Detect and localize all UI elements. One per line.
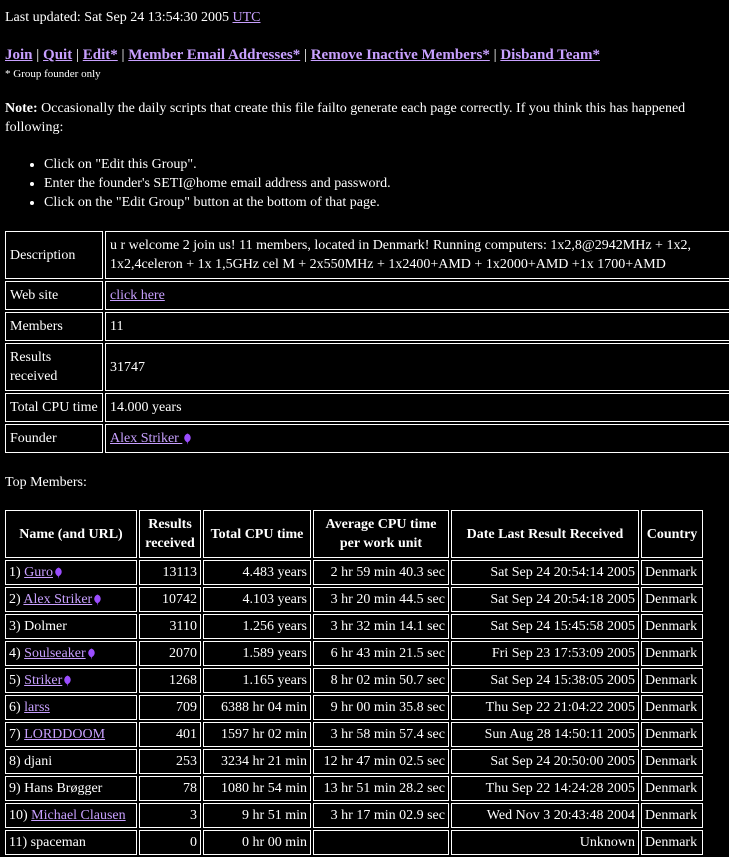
member-date: Sun Aug 28 14:50:11 2005 [451, 722, 639, 747]
instruction-item: • Click on the "Edit Group" button at the bottom of that page. [44, 193, 391, 212]
member-name-cell [5, 560, 137, 585]
members-value: 11 [105, 312, 729, 341]
col-date: Date Last Result Received [451, 510, 639, 558]
note-paragraph [5, 99, 729, 139]
team-nav [5, 46, 600, 65]
member-avg: 3 hr 20 min 44.5 sec [313, 587, 449, 612]
cpu-value: 14.000 years [105, 393, 729, 422]
member-rank: 6) [9, 700, 21, 715]
member-link[interactable]: Striker [24, 673, 63, 688]
col-cpu: Total CPU time [203, 510, 311, 558]
table-row [5, 722, 703, 747]
member-name-cell [5, 803, 137, 828]
member-results: 0 [139, 830, 201, 855]
website-link[interactable]: click here [110, 288, 165, 303]
description-value: u r welcome 2 join us! 11 members, located in Denmark! Running computers: 1x2,8@2942MHz + 1x2, 1x2,4celeron + 1x 1,5GHz cel M + 2x550MHz + 1x2400+AMD + 1x2000+AMD +1x 1700+AMD [105, 231, 729, 279]
member-name: djani [24, 754, 53, 769]
member-results: 78 [139, 776, 201, 801]
header-row [5, 510, 703, 558]
member-cpu: 6388 hr 04 min [203, 695, 311, 720]
utc-link[interactable]: UTC [232, 10, 261, 25]
member-cpu: 4.483 years [203, 560, 311, 585]
nav-separator: | [303, 47, 307, 63]
members-row [5, 312, 729, 341]
member-rank: 10) [9, 808, 28, 823]
results-value: 31747 [105, 343, 729, 391]
founder-row [5, 424, 729, 453]
table-row [5, 749, 703, 774]
member-avg: 12 hr 47 min 02.5 sec [313, 749, 449, 774]
member-cpu: 1080 hr 54 min [203, 776, 311, 801]
member-avg: 3 hr 32 min 14.1 sec [313, 614, 449, 639]
member-avg: 9 hr 00 min 35.8 sec [313, 695, 449, 720]
table-row [5, 695, 703, 720]
quit-link[interactable]: Quit [43, 47, 73, 63]
member-country: Denmark [641, 641, 703, 666]
leaf-icon [93, 594, 102, 606]
disband-team-link[interactable]: Disband Team* [500, 47, 600, 63]
member-country: Denmark [641, 803, 703, 828]
nav-separator: | [75, 47, 79, 63]
website-row [5, 281, 729, 310]
member-link[interactable]: Soulseaker [24, 646, 86, 661]
member-country: Denmark [641, 587, 703, 612]
member-date: Sat Sep 24 15:38:05 2005 [451, 668, 639, 693]
member-cpu: 1.589 years [203, 641, 311, 666]
member-rank: 9) [9, 781, 21, 796]
last-updated-text: Last updated: Sat Sep 24 13:54:30 2005 [5, 10, 229, 25]
members-label: Members [5, 312, 103, 341]
edit-link[interactable]: Edit* [82, 47, 118, 63]
leaf-icon [54, 567, 63, 579]
description-label: Description [5, 231, 103, 279]
member-country: Denmark [641, 722, 703, 747]
founder-value [105, 424, 729, 453]
member-avg: 8 hr 02 min 50.7 sec [313, 668, 449, 693]
member-results: 13113 [139, 560, 201, 585]
member-rank: 8) [9, 754, 21, 769]
member-cpu: 9 hr 51 min [203, 803, 311, 828]
team-info-table [3, 229, 729, 455]
member-name: spaceman [30, 835, 86, 850]
cpu-row [5, 393, 729, 422]
website-value [105, 281, 729, 310]
member-avg: 3 hr 17 min 02.9 sec [313, 803, 449, 828]
col-country: Country [641, 510, 703, 558]
member-date: Sat Sep 24 15:45:58 2005 [451, 614, 639, 639]
member-link[interactable]: Alex Striker [23, 592, 93, 607]
member-rank: 1) [9, 565, 21, 580]
member-name-cell [5, 722, 137, 747]
member-date: Sat Sep 24 20:50:00 2005 [451, 749, 639, 774]
description-row [5, 231, 729, 279]
nav-separator: | [36, 47, 40, 63]
member-rank: 7) [9, 727, 21, 742]
member-results: 401 [139, 722, 201, 747]
leaf-icon [183, 433, 192, 445]
member-name-cell [5, 668, 137, 693]
leaf-icon [63, 675, 72, 687]
remove-inactive-link[interactable]: Remove Inactive Members* [310, 47, 490, 63]
member-name-cell [5, 587, 137, 612]
member-link[interactable]: Michael Clausen [31, 808, 126, 823]
member-cpu: 1.165 years [203, 668, 311, 693]
member-link[interactable]: LORDDOOM [24, 727, 106, 742]
note-label: Note: [5, 101, 38, 116]
member-rank: 4) [9, 646, 21, 661]
member-cpu: 0 hr 00 min [203, 830, 311, 855]
member-country: Denmark [641, 614, 703, 639]
nav-separator: | [121, 47, 125, 63]
member-date: Sat Sep 24 20:54:14 2005 [451, 560, 639, 585]
table-row [5, 560, 703, 585]
member-rank: 3) [9, 619, 21, 634]
top-members-table [3, 508, 705, 857]
col-results: Results received [139, 510, 201, 558]
member-cpu: 1597 hr 02 min [203, 722, 311, 747]
table-row [5, 803, 703, 828]
last-updated [5, 8, 260, 27]
member-avg: 13 hr 51 min 28.2 sec [313, 776, 449, 801]
results-row [5, 343, 729, 391]
member-avg: 6 hr 43 min 21.5 sec [313, 641, 449, 666]
member-results: 253 [139, 749, 201, 774]
member-results: 709 [139, 695, 201, 720]
member-rank: 11) [9, 835, 28, 850]
member-link[interactable]: larss [24, 700, 50, 715]
member-date: Sat Sep 24 20:54:18 2005 [451, 587, 639, 612]
member-name-cell [5, 614, 137, 639]
join-link[interactable]: Join [5, 47, 33, 63]
table-row [5, 587, 703, 612]
website-label: Web site [5, 281, 103, 310]
table-row [5, 614, 703, 639]
member-name-cell [5, 776, 137, 801]
member-country: Denmark [641, 668, 703, 693]
member-date: Thu Sep 22 21:04:22 2005 [451, 695, 639, 720]
member-results: 1268 [139, 668, 201, 693]
member-emails-link[interactable]: Member Email Addresses* [128, 47, 301, 63]
col-name: Name (and URL) [5, 510, 137, 558]
member-name-cell [5, 749, 137, 774]
member-name-cell [5, 641, 137, 666]
results-label: Results received [5, 343, 103, 391]
member-cpu: 4.103 years [203, 587, 311, 612]
member-name: Dolmer [24, 619, 67, 634]
top-members-label: Top Members: [5, 475, 87, 490]
member-avg: 2 hr 59 min 40.3 sec [313, 560, 449, 585]
member-avg: 3 hr 58 min 57.4 sec [313, 722, 449, 747]
instruction-list [0, 155, 391, 212]
member-rank: 2) [9, 592, 21, 607]
member-country: Denmark [641, 830, 703, 855]
member-date: Fri Sep 23 17:53:09 2005 [451, 641, 639, 666]
table-row [5, 668, 703, 693]
member-country: Denmark [641, 560, 703, 585]
instruction-item: • Enter the founder's SETI@home email address and password. [44, 174, 391, 193]
member-results: 3 [139, 803, 201, 828]
member-results: 10742 [139, 587, 201, 612]
member-cpu: 3234 hr 21 min [203, 749, 311, 774]
member-link[interactable]: Guro [24, 565, 53, 580]
founder-only-note: * Group founder only [5, 68, 101, 80]
note-text: Occasionally the daily scripts that create this file failto generate each page correctly. If you think this has happened following: [5, 101, 686, 135]
cpu-label: Total CPU time [5, 393, 103, 422]
leaf-icon [87, 648, 96, 660]
member-rank: 5) [9, 673, 21, 688]
table-row [5, 641, 703, 666]
member-results: 2070 [139, 641, 201, 666]
member-name: Hans Brøgger [24, 781, 103, 796]
member-name-cell [5, 695, 137, 720]
member-rows [5, 560, 703, 855]
member-date: Wed Nov 3 20:43:48 2004 [451, 803, 639, 828]
member-cpu: 1.256 years [203, 614, 311, 639]
col-avg: Average CPU time per work unit [313, 510, 449, 558]
instruction-item: • Click on "Edit this Group". [44, 155, 391, 174]
member-date: Unknown [451, 830, 639, 855]
founder-link[interactable]: Alex Striker [110, 431, 183, 446]
member-country: Denmark [641, 749, 703, 774]
founder-label: Founder [5, 424, 103, 453]
nav-separator: | [493, 47, 497, 63]
member-date: Thu Sep 22 14:24:28 2005 [451, 776, 639, 801]
member-results: 3110 [139, 614, 201, 639]
member-country: Denmark [641, 695, 703, 720]
table-row [5, 776, 703, 801]
member-country: Denmark [641, 776, 703, 801]
